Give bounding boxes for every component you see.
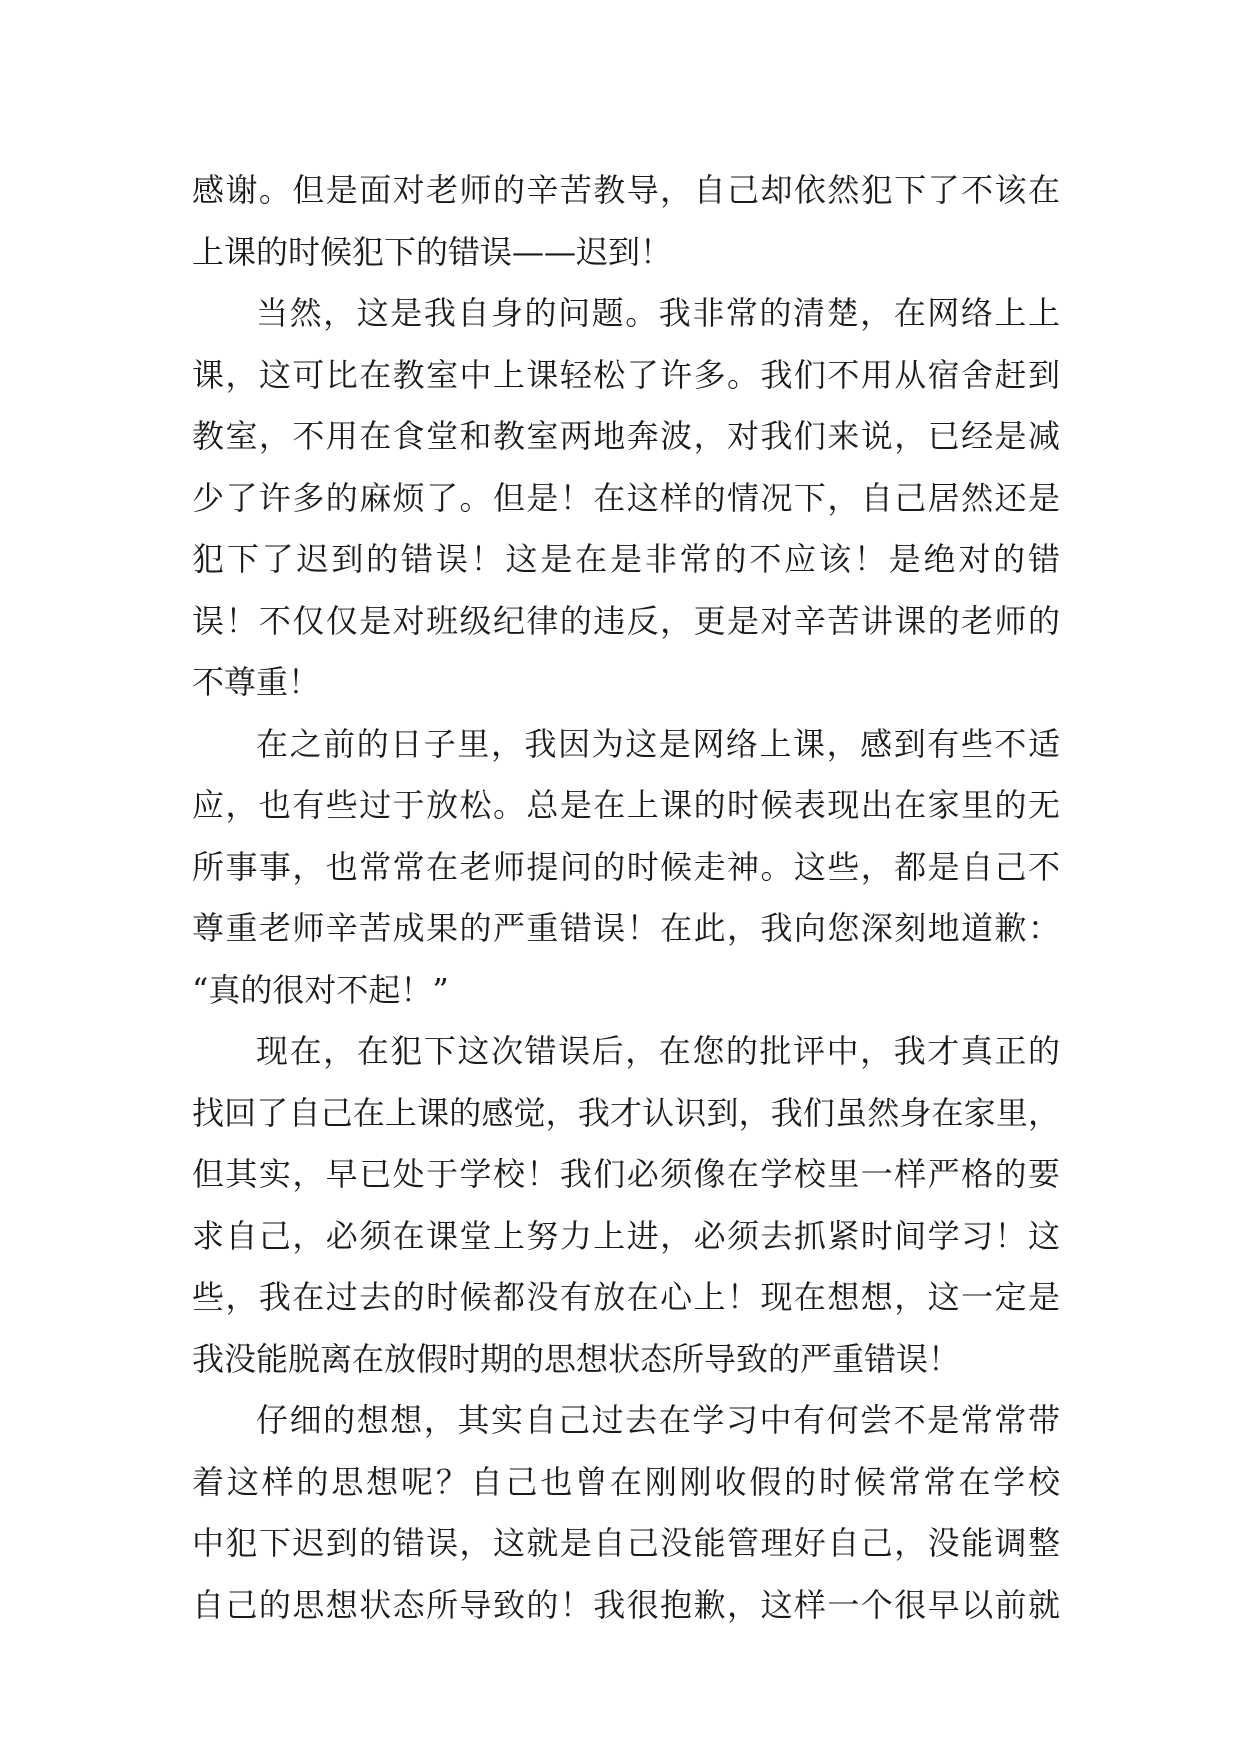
text-line: 些，我在过去的时候都没有放在心上！现在想想，这一定是 (192, 1278, 1060, 1316)
text-line: 尊重老师辛苦成果的严重错误！在此，我向您深刻地道歉： (192, 909, 1060, 947)
text-line: 着这样的思想呢？自己也曾在刚刚收假的时候常常在学校 (192, 1462, 1060, 1501)
text-line: 犯下了迟到的错误！这是在是非常的不应该！是绝对的错 (192, 540, 1060, 578)
text-line: 自己的思想状态所导致的！我很抱歉，这样一个很早以前就 (192, 1585, 1060, 1624)
document-page (192, 160, 1060, 1636)
text-line: 当然，这是我自身的问题。我非常的清楚，在网络上上 (256, 294, 1060, 332)
text-line: “真的很对不起！” (192, 970, 449, 1009)
text-line: 少了许多的麻烦了。但是！在这样的情况下，自己居然还是 (192, 478, 1060, 517)
text-line: 现在，在犯下这次错误后，在您的批评中，我才真正的 (256, 1032, 1060, 1070)
text-line: 不尊重！ (192, 663, 321, 701)
text-line: 课，这可比在教室中上课轻松了许多。我们不用从宿舍赶到 (192, 355, 1060, 394)
text-line: 但其实，早已处于学校！我们必须像在学校里一样严格的要 (192, 1155, 1060, 1193)
text-line: 感谢。但是面对老师的辛苦教导，自己却依然犯下了不该在 (192, 171, 1060, 209)
text-line: 教室，不用在食堂和教室两地奔波，对我们来说，已经是减 (192, 417, 1060, 455)
text-line: 上课的时候犯下的错误——迟到！ (192, 232, 673, 271)
text-line: 误！不仅仅是对班级纪律的违反，更是对辛苦讲课的老师的 (192, 601, 1060, 640)
text-line: 求自己，必须在课堂上努力上进，必须去抓紧时间学习！这 (192, 1216, 1060, 1255)
text-line: 我没能脱离在放假时期的思想状态所导致的严重错误！ (192, 1339, 961, 1378)
text-line: 所事事，也常常在老师提问的时候走神。这些，都是自己不 (192, 847, 1060, 886)
text-line: 中犯下迟到的错误，这就是自己没能管理好自己，没能调整 (192, 1524, 1060, 1562)
text-line: 仔细的想想，其实自己过去在学习中有何尝不是常常带 (256, 1401, 1060, 1439)
text-line: 应，也有些过于放松。总是在上课的时候表现出在家里的无 (192, 786, 1060, 824)
text-line: 找回了自己在上课的感觉，我才认识到，我们虽然身在家里， (192, 1093, 1060, 1132)
text-line: 在之前的日子里，我因为这是网络上课，感到有些不适 (256, 724, 1060, 763)
